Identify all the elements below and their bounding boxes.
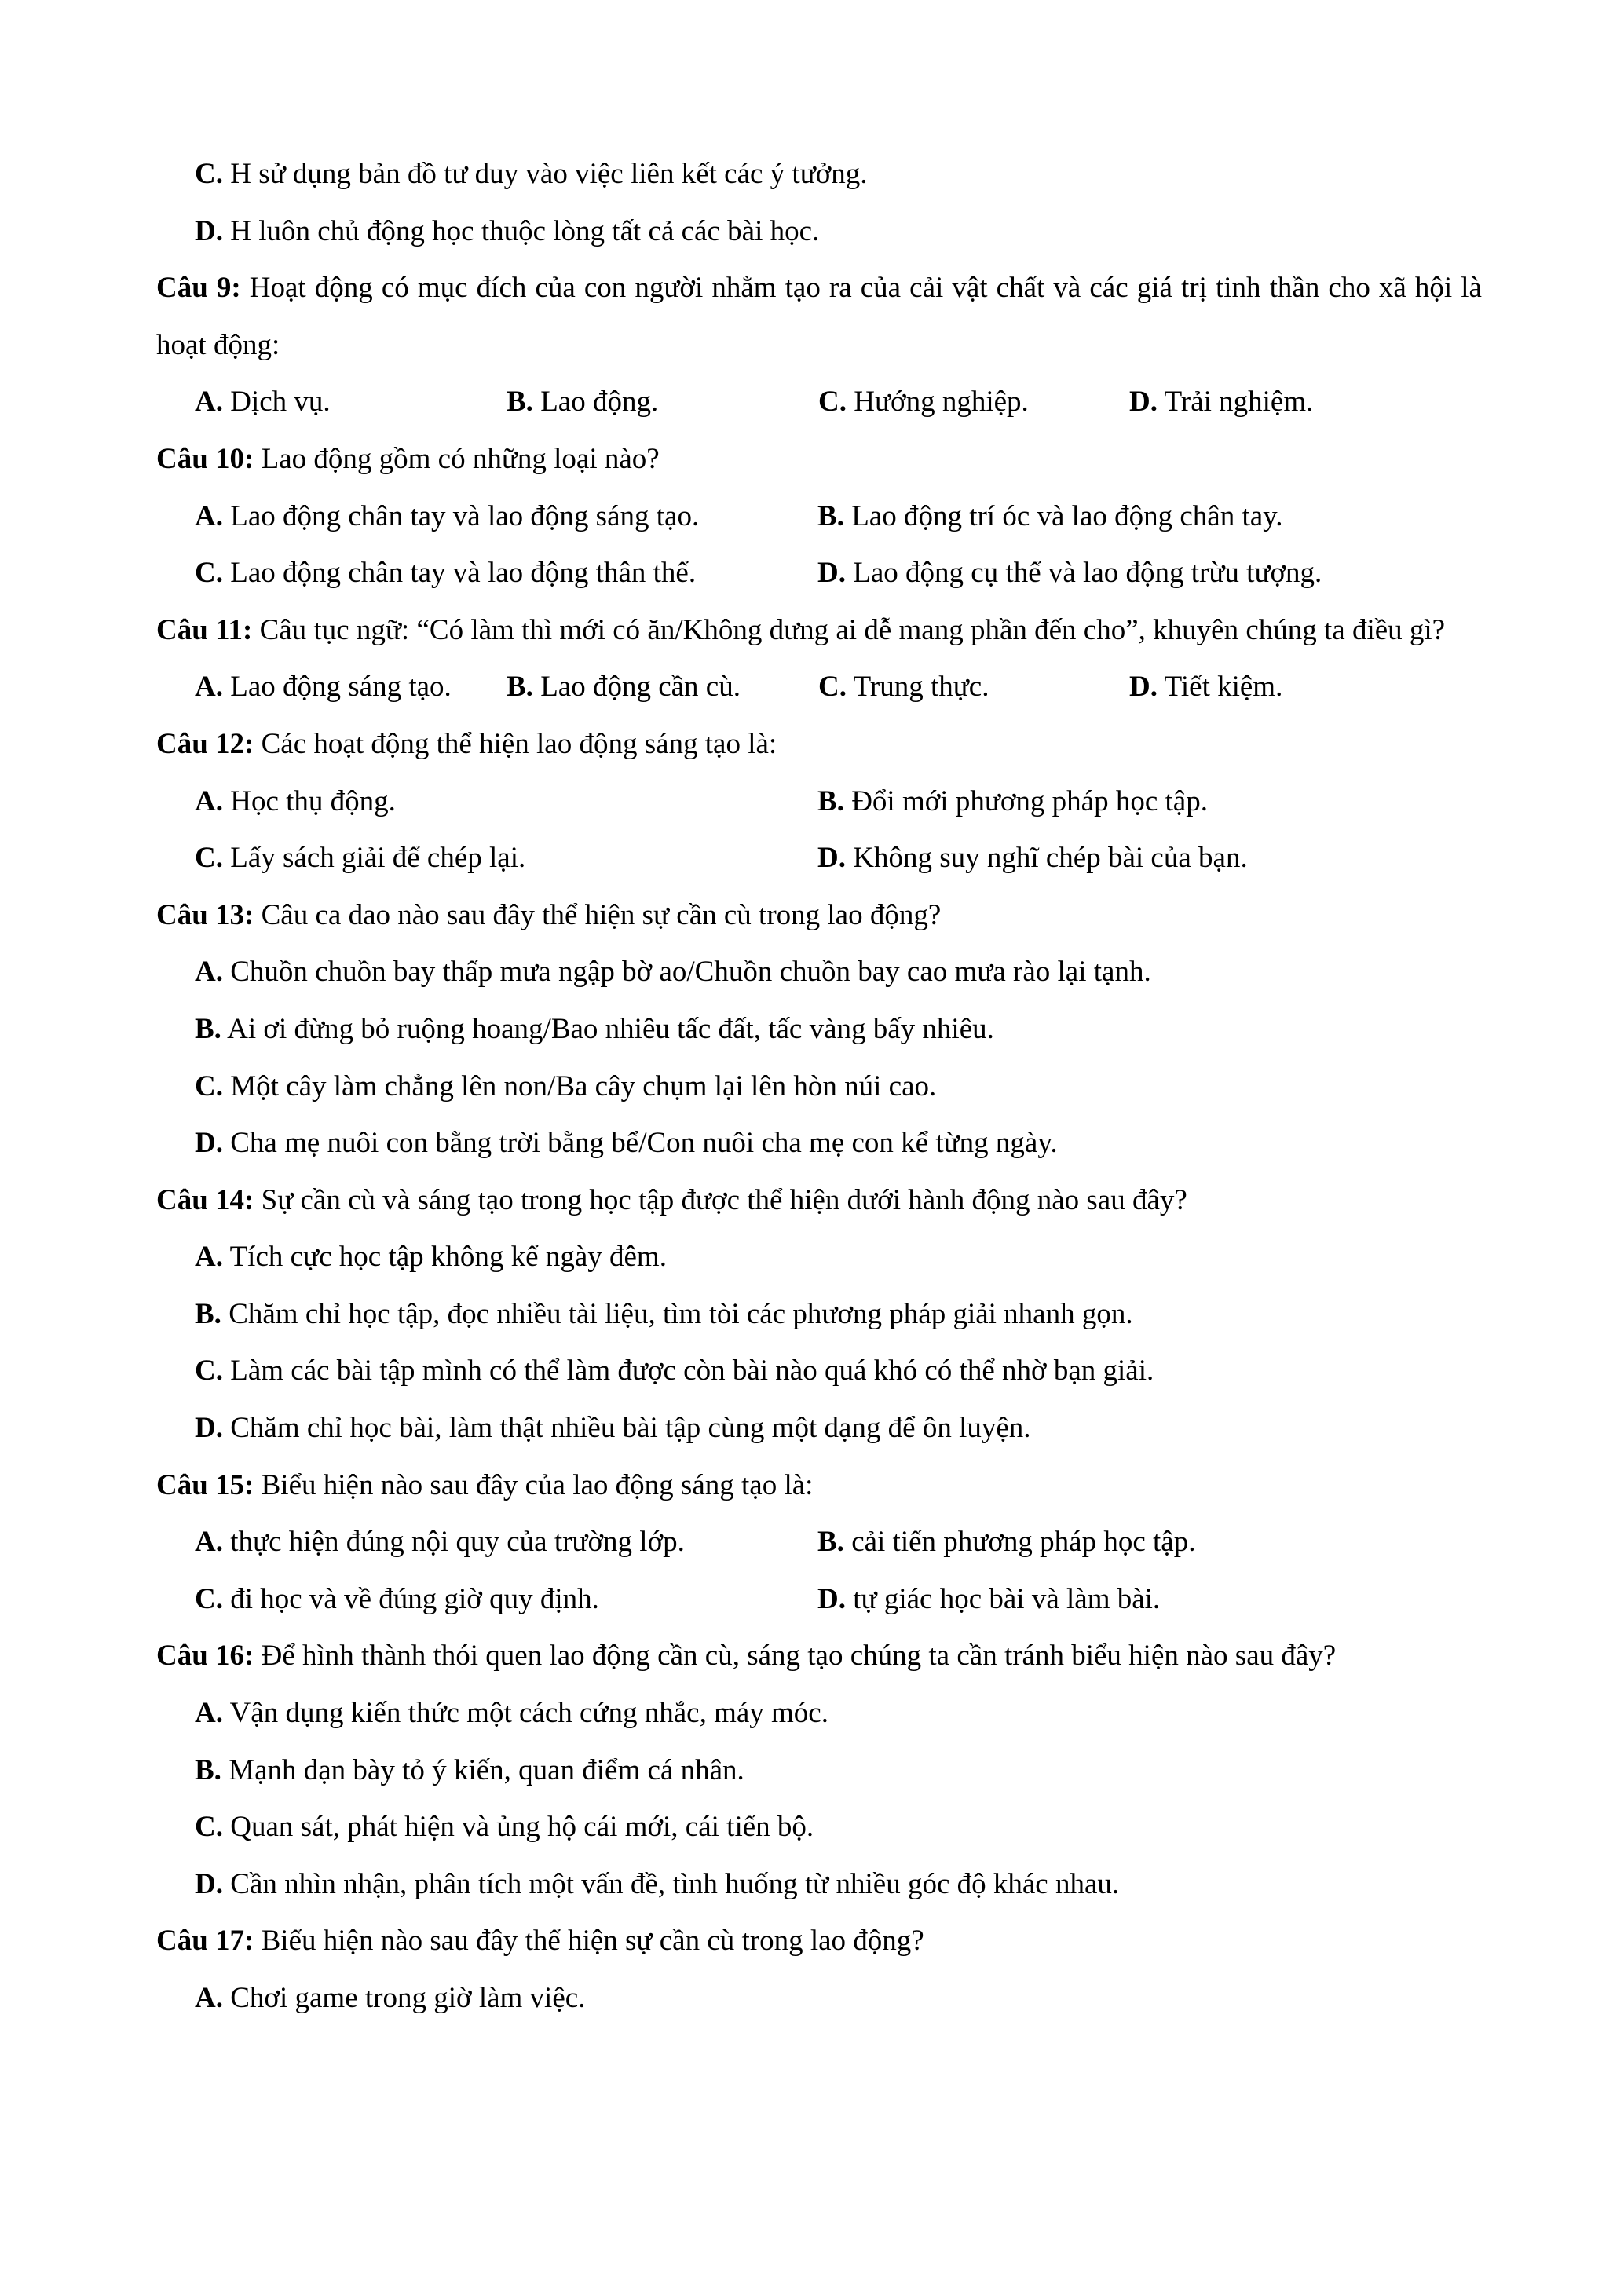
answer-option-b xyxy=(817,1514,1195,1571)
question-number: Câu 12: xyxy=(156,727,254,760)
answer-option-a xyxy=(195,1970,585,2027)
answer-row xyxy=(156,146,1482,203)
question-text: Hoạt động có mục đích của con người nhằm tạo ra của cải vật chất và các giá trị tinh thần cho xã hội là hoạt động: xyxy=(156,272,1482,361)
answer-option-b xyxy=(195,1286,1133,1344)
answer-option-a xyxy=(195,1229,667,1286)
answer-row xyxy=(156,1343,1482,1400)
option-label: B. xyxy=(817,1526,844,1559)
answer-row xyxy=(156,374,1482,431)
option-text: Hướng nghiệp. xyxy=(846,386,1029,419)
option-label: D. xyxy=(817,557,846,590)
option-text: Lấy sách giải để chép lại. xyxy=(222,842,526,875)
option-label: C. xyxy=(195,842,223,875)
option-label: D. xyxy=(817,1582,846,1615)
option-text: Không suy nghĩ chép bài của bạn. xyxy=(845,842,1248,875)
question xyxy=(156,1628,1482,1685)
option-text: Lao động trí óc và lao động chân tay. xyxy=(843,499,1283,532)
option-text: Cha mẹ nuôi con bằng trời bằng bể/Con nuôi cha mẹ con kể từng ngày. xyxy=(222,1127,1058,1160)
answer-option-b xyxy=(195,1742,744,1800)
question xyxy=(156,1913,1482,1970)
question xyxy=(156,887,1482,945)
option-label: A. xyxy=(195,1241,223,1274)
question-text: Biểu hiện nào sau đây của lao động sáng tạo là: xyxy=(254,1468,814,1501)
option-label: C. xyxy=(195,1811,223,1844)
option-text: Mạnh dạn bày tỏ ý kiến, quan điểm cá nhân. xyxy=(221,1753,744,1786)
answer-option-d xyxy=(195,1856,1119,1914)
question-text: Sự cần cù và sáng tạo trong học tập được thể hiện dưới hành động nào sau đây? xyxy=(254,1183,1187,1216)
question-text: Các hoạt động thể hiện lao động sáng tạo là: xyxy=(254,727,777,760)
option-label: B. xyxy=(195,1012,221,1045)
question-text: Câu ca dao nào sau đây thể hiện sự cần cù trong lao động? xyxy=(254,898,942,931)
option-text: H luôn chủ động học thuộc lòng tất cả các bài học. xyxy=(222,214,820,247)
answer-row xyxy=(156,545,1482,602)
option-label: D. xyxy=(817,842,846,875)
option-label: A. xyxy=(195,1697,223,1730)
question-text: Câu tục ngữ: “Có làm thì mới có ăn/Không dưng ai dễ mang phần đến cho”, khuyên chúng ta điều gì? xyxy=(252,613,1446,646)
answer-option-c xyxy=(818,659,989,716)
question-number: Câu 10: xyxy=(156,442,254,475)
answer-option-c xyxy=(195,1058,936,1116)
question-number: Câu 9: xyxy=(156,272,241,305)
option-label: C. xyxy=(195,158,223,190)
option-text: Trung thực. xyxy=(846,671,989,704)
option-text: Lao động chân tay và lao động sáng tạo. xyxy=(222,499,700,532)
answer-row xyxy=(156,1856,1482,1914)
option-label: B. xyxy=(195,1297,221,1330)
answer-row xyxy=(156,1115,1482,1172)
option-text: Tích cực học tập không kể ngày đêm. xyxy=(222,1241,667,1274)
answer-option-d xyxy=(1129,374,1313,431)
option-label: D. xyxy=(195,1867,223,1900)
answer-option-a xyxy=(195,1685,828,1742)
answer-row xyxy=(156,1685,1482,1742)
option-label: A. xyxy=(195,671,223,704)
answer-row xyxy=(156,1229,1482,1286)
answer-row xyxy=(156,1742,1482,1800)
option-text: Ai ơi đừng bỏ ruộng hoang/Bao nhiêu tấc đất, tấc vàng bấy nhiêu. xyxy=(221,1012,994,1045)
option-text: Lao động cụ thể và lao động trừu tượng. xyxy=(845,557,1322,590)
answer-option-c xyxy=(195,1343,1154,1400)
answer-option-d xyxy=(195,1115,1058,1172)
option-label: B. xyxy=(507,671,533,704)
answer-row xyxy=(156,1001,1482,1058)
answer-option-d xyxy=(195,1400,1031,1457)
answer-row xyxy=(156,1799,1482,1856)
answer-row xyxy=(156,773,1482,831)
option-text: Lao động sáng tạo. xyxy=(222,671,452,704)
option-label: A. xyxy=(195,1982,223,2014)
option-text: Dịch vụ. xyxy=(222,386,331,419)
option-label: A. xyxy=(195,499,223,532)
question xyxy=(156,602,1482,660)
option-label: C. xyxy=(818,386,847,419)
option-text: Cần nhìn nhận, phân tích một vấn đề, tình huống từ nhiều góc độ khác nhau. xyxy=(222,1867,1120,1900)
option-label: B. xyxy=(507,386,533,419)
answer-option-c xyxy=(195,545,696,602)
option-text: Chăm chỉ học tập, đọc nhiều tài liệu, tìm tòi các phương pháp giải nhanh gọn. xyxy=(221,1297,1133,1330)
option-text: Chơi game trong giờ làm việc. xyxy=(222,1982,586,2014)
option-label: A. xyxy=(195,956,223,989)
option-text: H sử dụng bản đồ tư duy vào việc liên kết các ý tưởng. xyxy=(222,158,868,190)
answer-option-c xyxy=(195,1799,814,1856)
answer-option-d xyxy=(195,203,819,261)
exam-page xyxy=(156,146,1482,2027)
question-number: Câu 13: xyxy=(156,898,254,931)
option-text: Chăm chỉ học bài, làm thật nhiều bài tập cùng một dạng để ôn luyện. xyxy=(222,1412,1031,1445)
answer-row xyxy=(156,1286,1482,1344)
option-text: Chuồn chuồn bay thấp mưa ngập bờ ao/Chuồn chuồn bay cao mưa rào lại tạnh. xyxy=(222,956,1151,989)
option-text: cải tiến phương pháp học tập. xyxy=(843,1526,1196,1559)
answer-option-d xyxy=(1129,659,1282,716)
answer-option-a xyxy=(195,374,331,431)
answer-option-b xyxy=(195,1001,994,1058)
answer-row xyxy=(156,944,1482,1001)
question xyxy=(156,1457,1482,1515)
answer-row xyxy=(156,659,1482,716)
answer-row xyxy=(156,1400,1482,1457)
option-text: tự giác học bài và làm bài. xyxy=(845,1582,1161,1615)
option-label: D. xyxy=(195,214,223,247)
option-label: C. xyxy=(195,1582,223,1615)
answer-option-c xyxy=(195,1571,599,1629)
answer-option-c xyxy=(195,146,868,203)
option-text: Một cây làm chẳng lên non/Ba cây chụm lại lên hòn núi cao. xyxy=(222,1069,937,1102)
option-label: A. xyxy=(195,1526,223,1559)
option-text: đi học và về đúng giờ quy định. xyxy=(222,1582,599,1615)
answer-row xyxy=(156,1571,1482,1629)
question xyxy=(156,431,1482,488)
question xyxy=(156,1172,1482,1230)
option-label: D. xyxy=(195,1127,223,1160)
option-label: C. xyxy=(195,557,223,590)
answer-row xyxy=(156,488,1482,546)
answer-option-a xyxy=(195,659,452,716)
answer-row xyxy=(156,1970,1482,2027)
option-label: B. xyxy=(817,784,844,817)
option-text: Quan sát, phát hiện và ủng hộ cái mới, cái tiến bộ. xyxy=(222,1811,814,1844)
answer-option-a xyxy=(195,944,1151,1001)
question-number: Câu 17: xyxy=(156,1925,254,1958)
answer-option-a xyxy=(195,488,699,546)
answer-option-d xyxy=(817,830,1248,887)
answer-row xyxy=(156,1514,1482,1571)
answer-option-d xyxy=(817,1571,1160,1629)
option-label: D. xyxy=(1129,671,1158,704)
question-number: Câu 16: xyxy=(156,1640,254,1673)
question-text: Để hình thành thói quen lao động cần cù, sáng tạo chúng ta cần tránh biểu hiện nào sau đây? xyxy=(254,1640,1337,1673)
answer-option-c xyxy=(818,374,1029,431)
answer-option-b xyxy=(507,659,741,716)
option-text: thực hiện đúng nội quy của trường lớp. xyxy=(222,1526,685,1559)
option-text: Học thụ động. xyxy=(222,784,396,817)
answer-option-a xyxy=(195,1514,685,1571)
answer-option-c xyxy=(195,830,525,887)
option-label: D. xyxy=(195,1412,223,1445)
answer-option-b xyxy=(817,773,1208,831)
answer-option-d xyxy=(817,545,1322,602)
question-number: Câu 14: xyxy=(156,1183,254,1216)
question-number: Câu 11: xyxy=(156,613,253,646)
option-label: A. xyxy=(195,784,223,817)
answer-row xyxy=(156,203,1482,261)
option-label: A. xyxy=(195,386,223,419)
answer-row xyxy=(156,830,1482,887)
answer-option-a xyxy=(195,773,396,831)
question-number: Câu 15: xyxy=(156,1468,254,1501)
option-label: C. xyxy=(818,671,847,704)
option-text: Làm các bài tập mình có thể làm được còn bài nào quá khó có thể nhờ bạn giải. xyxy=(222,1355,1154,1387)
question xyxy=(156,260,1482,374)
option-label: D. xyxy=(1129,386,1158,419)
option-text: Lao động chân tay và lao động thân thể. xyxy=(222,557,697,590)
option-text: Lao động. xyxy=(532,386,659,419)
option-label: B. xyxy=(817,499,844,532)
question xyxy=(156,716,1482,773)
option-text: Lao động cần cù. xyxy=(532,671,741,704)
option-label: C. xyxy=(195,1069,223,1102)
question-text: Lao động gồm có những loại nào? xyxy=(254,442,660,475)
option-label: C. xyxy=(195,1355,223,1387)
option-text: Tiết kiệm. xyxy=(1157,671,1283,704)
question-text: Biểu hiện nào sau đây thể hiện sự cần cù trong lao động? xyxy=(254,1925,924,1958)
answer-row xyxy=(156,1058,1482,1116)
option-text: Trải nghiệm. xyxy=(1157,386,1314,419)
option-text: Vận dụng kiến thức một cách cứng nhắc, máy móc. xyxy=(222,1697,828,1730)
answer-option-b xyxy=(507,374,658,431)
option-text: Đổi mới phương pháp học tập. xyxy=(843,784,1208,817)
option-label: B. xyxy=(195,1753,221,1786)
answer-option-b xyxy=(817,488,1283,546)
